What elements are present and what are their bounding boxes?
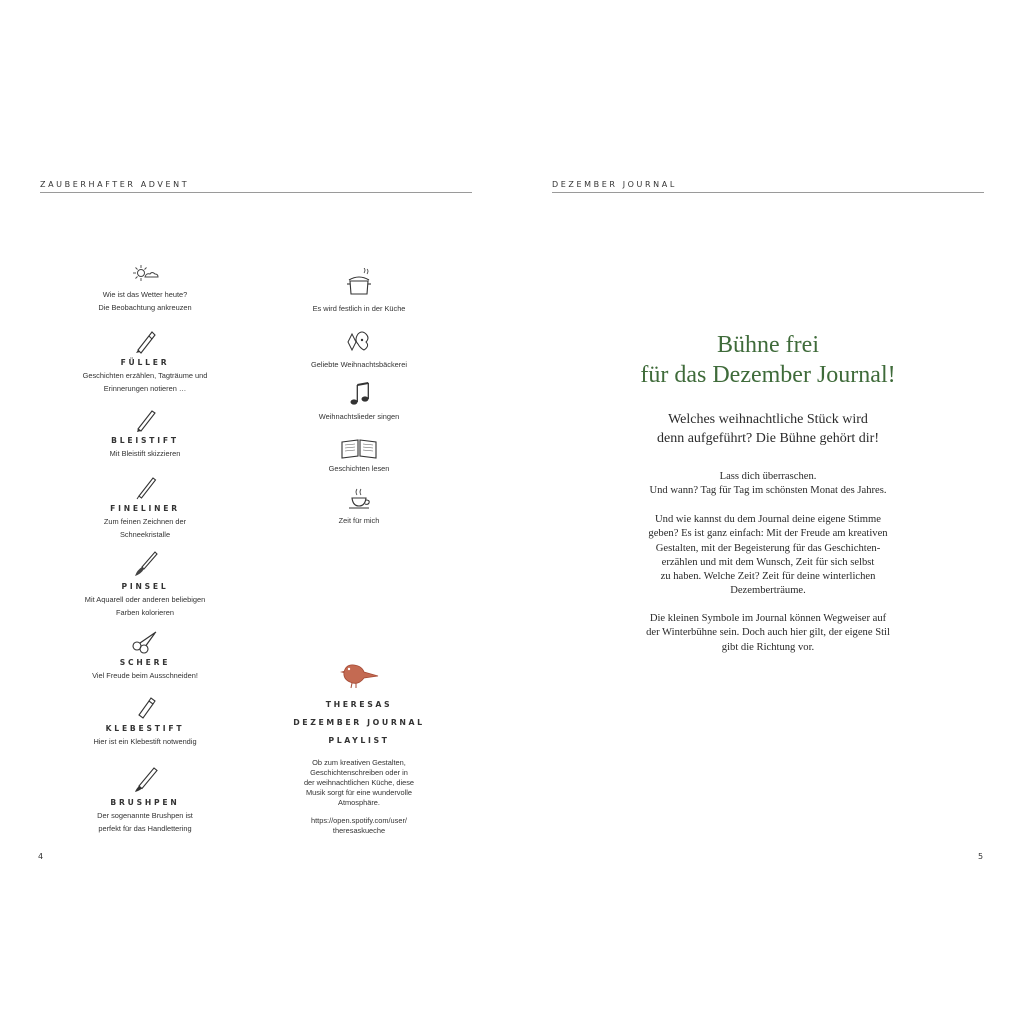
music-notes-icon: [344, 380, 374, 408]
tool-label: BRUSHPEN: [110, 798, 180, 807]
weather-description: Wie ist das Wetter heute? Die Beobachtung ankreuzen: [98, 290, 192, 312]
pencil-icon: [130, 406, 160, 432]
running-head: DEZEMBER JOURNAL: [552, 180, 677, 189]
tool-pinsel: [60, 548, 230, 619]
symbol-description: Zeit für mich: [338, 516, 380, 525]
brush-pen-icon: [130, 764, 160, 794]
symbol-baking: [274, 328, 444, 371]
weather-item: [60, 262, 230, 314]
bird-icon: [334, 658, 384, 690]
symbol-description: Es wird festlich in der Küche: [312, 304, 406, 313]
symbol-kitchen: [274, 268, 444, 315]
open-book-icon: [339, 436, 379, 460]
tool-schere: [60, 628, 230, 682]
cooking-pot-icon: [342, 268, 376, 298]
scissors-icon: [129, 628, 161, 654]
teacup-icon: [344, 486, 374, 512]
running-head: ZAUBERHAFTER ADVENT: [40, 180, 190, 189]
tool-brushpen: [60, 764, 230, 835]
tool-bleistift: [60, 406, 230, 460]
tool-label: FINELINER: [110, 504, 180, 513]
playlist-url[interactable]: https://open.spotify.com/user/ theresaskueche: [311, 816, 407, 835]
tool-label: KLEBESTIFT: [105, 724, 185, 733]
symbol-singing: [274, 380, 444, 423]
page-headline: Bühne frei für das Dezember Journal!: [640, 332, 896, 388]
symbol-description: Weihnachtslieder singen: [318, 412, 400, 421]
tool-label: SCHERE: [119, 658, 171, 667]
body-paragraph: Und wie kannst du dem Journal deine eigene Stimme geben? Es ist ganz einfach: Mit der Freude am kreativen Gestalten, mit der Begeisterung für das Geschichten- erzählen und mit dem Wunsch, Zeit für sich selbst zu haben. Welche Zeit? Zeit für deine winterlichen Dezemberträume.: [648, 514, 888, 597]
page-number: 4: [38, 852, 44, 861]
playlist-title: THERESAS DEZEMBER JOURNAL PLAYLIST: [293, 700, 425, 745]
tool-description: Zum feinen Zeichnen der Schneekristalle: [103, 517, 187, 539]
fineliner-icon: [130, 474, 160, 500]
header-rule: [40, 192, 472, 193]
tool-label: PINSEL: [121, 582, 169, 591]
tool-description: Der sogenannte Brushpen ist perfekt für das Handlettering: [97, 811, 193, 833]
playlist-text: Ob zum kreativen Gestalten, Geschichtenschreiben oder in der weihnachtlichen Küche, diese Musik sorgt für eine wundervolle Atmosphäre.: [303, 758, 415, 807]
symbol-description: Geliebte Weihnachtsbäckerei: [311, 360, 407, 369]
sun-cloud-icon: [130, 262, 160, 284]
tool-klebestift: [60, 694, 230, 748]
cookies-icon: [342, 328, 376, 356]
tool-label: FÜLLER: [120, 358, 170, 367]
tool-description: Geschichten erzählen, Tagträume und Erinnerungen notieren …: [82, 371, 208, 393]
paintbrush-icon: [130, 548, 160, 578]
tool-label: BLEISTIFT: [111, 436, 179, 445]
closing-paragraph: Die kleinen Symbole im Journal können Wegweiser auf der Winterbühne sein. Doch auch hier gilt, der eigene Stil gibt die Richtung vor.: [646, 613, 890, 653]
symbol-description: Geschichten lesen: [328, 464, 390, 473]
page-subheading: Welches weihnachtliche Stück wird denn aufgeführt? Die Bühne gehört dir!: [657, 412, 879, 446]
tool-description: Mit Aquarell oder anderen beliebigen Farben kolorieren: [84, 595, 206, 617]
page-number: 5: [978, 852, 984, 861]
playlist-box: [274, 658, 444, 836]
symbol-me-time: [274, 486, 444, 527]
fountain-pen-icon: [130, 326, 160, 354]
intro-paragraph: Lass dich überraschen. Und wann? Tag für Tag im schönsten Monat des Jahres.: [649, 471, 887, 497]
tool-description: Mit Bleistift skizzieren: [109, 449, 181, 458]
glue-stick-icon: [130, 694, 160, 720]
tool-description: Viel Freude beim Ausschneiden!: [92, 671, 198, 680]
tool-description: Hier ist ein Klebestift notwendig: [93, 737, 197, 746]
tool-fineliner: [60, 474, 230, 541]
right-page: [512, 0, 1024, 1024]
tool-fueller: [60, 326, 230, 395]
header-rule: [552, 192, 984, 193]
symbol-reading: [274, 436, 444, 475]
